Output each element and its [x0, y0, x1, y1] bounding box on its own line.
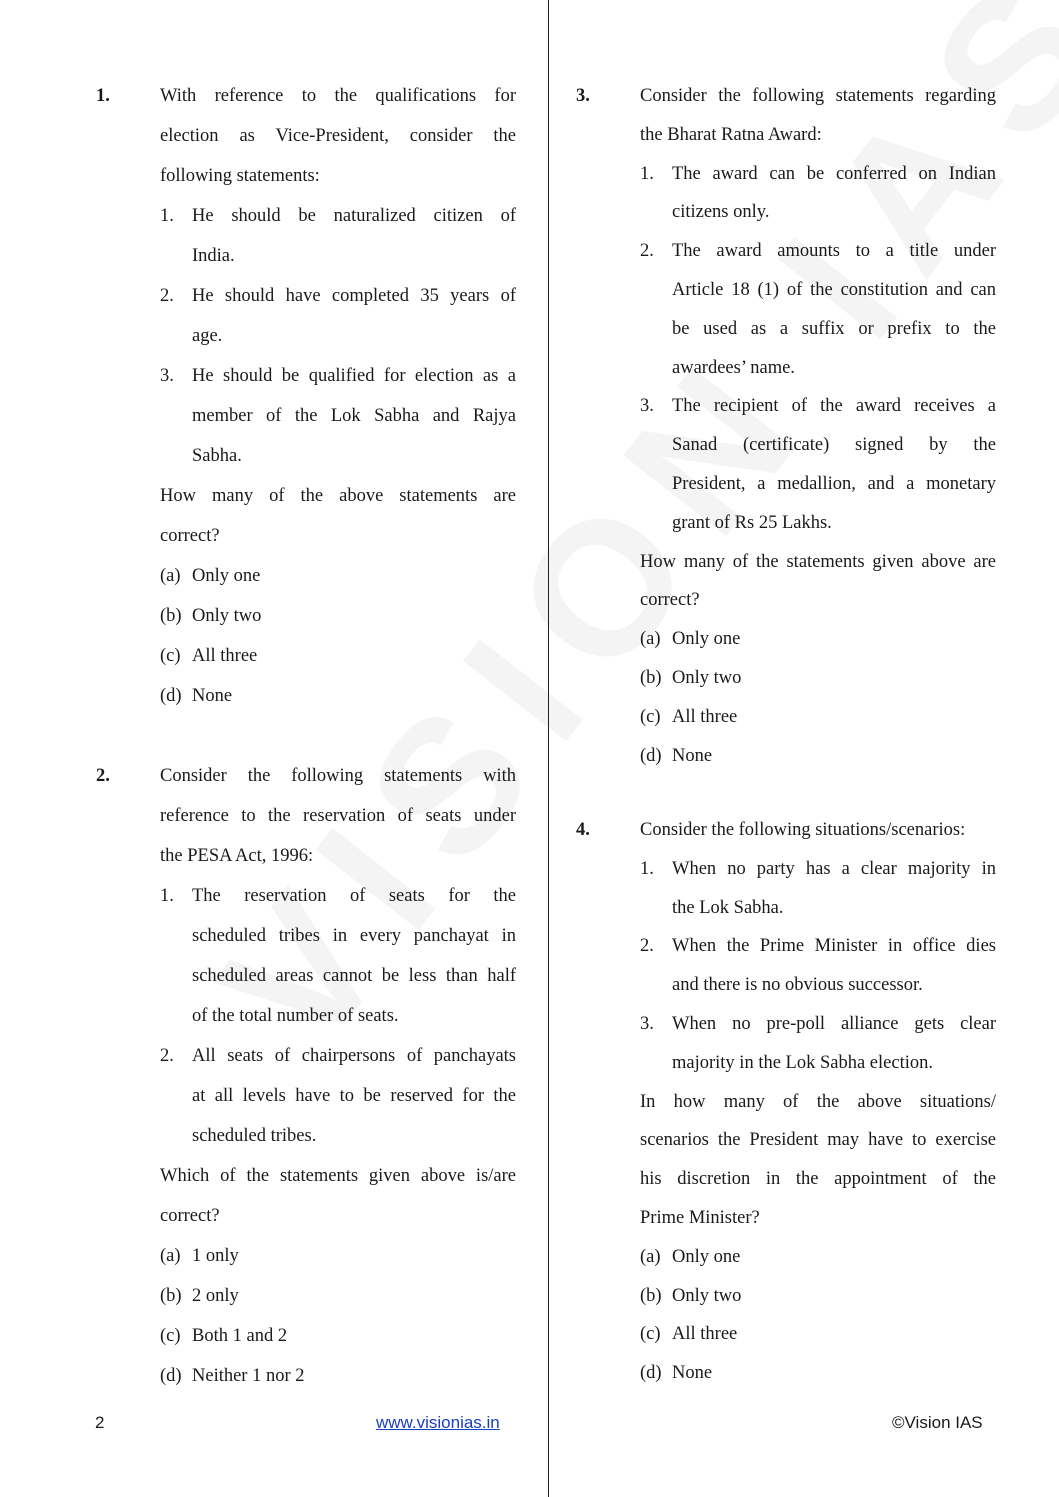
question-prompt-line: How many of the statements given above are — [640, 551, 996, 572]
statement-text-line: majority in the Lok Sabha election. — [672, 1052, 933, 1073]
option-text: All three — [672, 1324, 738, 1345]
option-text: Only one — [672, 1246, 741, 1267]
statement-text-line: scheduled areas cannot be less than half — [192, 966, 516, 986]
option-text: Only one — [192, 566, 261, 586]
question-prompt-line: Prime Minister? — [640, 1208, 760, 1228]
statement-text-line: Sabha. — [192, 446, 242, 466]
statement-number: 2. — [640, 241, 654, 262]
option-text: Both 1 and 2 — [192, 1326, 288, 1346]
statement-text-line: He should be qualified for election as a — [192, 366, 516, 386]
statement-number: 1. — [640, 858, 654, 879]
option-label: (b) — [160, 1286, 182, 1306]
question-prompt-line: In how many of the above situations/ — [640, 1091, 996, 1112]
question-stem-line: Consider the following situations/scenarios: — [640, 820, 966, 840]
statement-text-line: and there is no obvious successor. — [672, 975, 923, 996]
statement-text-line: When no pre-poll alliance gets clear — [672, 1014, 996, 1034]
statement-text-line: at all levels have to be reserved for the — [192, 1086, 516, 1106]
statement-number: 1. — [160, 206, 174, 226]
option-label: (d) — [160, 1366, 182, 1386]
question-stem-line: the PESA Act, 1996: — [160, 846, 314, 866]
option-text: 1 only — [192, 1246, 239, 1266]
option-text: Only two — [672, 668, 742, 688]
statement-text-line: grant of Rs 25 Lakhs. — [672, 512, 832, 533]
option-label: (a) — [160, 566, 181, 586]
statement-number: 3. — [640, 396, 654, 417]
statement-text-line: member of the Lok Sabha and Rajya — [192, 406, 516, 426]
statement-number: 2. — [640, 936, 654, 957]
option-text: 2 only — [192, 1286, 239, 1306]
question-prompt-line: correct? — [160, 1206, 220, 1226]
question-prompt-line: correct? — [160, 526, 220, 546]
option-label: (a) — [640, 629, 661, 650]
question-number: 2. — [96, 766, 110, 786]
question-stem-line: Consider the following statements with — [160, 766, 516, 786]
question-prompt-line: his discretion in the appointment of the — [640, 1169, 996, 1190]
statement-number: 3. — [160, 366, 174, 386]
statement-text-line: Article 18 (1) of the constitution and can — [672, 280, 996, 300]
statement-text-line: the Lok Sabha. — [672, 897, 784, 918]
statement-text-line: The award can be conferred on Indian — [672, 163, 996, 184]
question-stem-line: Consider the following statements regarding — [640, 86, 996, 106]
question-stem-line: following statements: — [160, 166, 320, 186]
statement-number: 2. — [160, 286, 174, 306]
statement-text-line: He should have completed 35 years of — [192, 286, 516, 306]
option-text: Only one — [672, 629, 741, 650]
option-text: All three — [672, 706, 738, 727]
option-text: Only two — [672, 1285, 742, 1306]
statement-text-line: President, a medallion, and a monetary — [672, 474, 996, 494]
question-number: 1. — [96, 86, 110, 106]
option-text: Only two — [192, 606, 262, 626]
statement-text-line: Sanad (certificate) signed by the — [672, 435, 996, 456]
question-prompt-line: How many of the above statements are — [160, 486, 516, 506]
footer-copyright: ©Vision IAS — [892, 1413, 983, 1432]
statement-text-line: The award amounts to a title under — [672, 241, 996, 262]
question-prompt-line: scenarios the President may have to exercise — [640, 1130, 996, 1151]
option-label: (b) — [640, 668, 662, 688]
statement-number: 1. — [160, 886, 174, 906]
option-label: (c) — [640, 1324, 661, 1345]
question-prompt-line: Which of the statements given above is/are — [160, 1166, 516, 1186]
option-label: (b) — [640, 1285, 662, 1306]
option-label: (d) — [640, 1363, 662, 1384]
option-text: All three — [192, 646, 258, 666]
option-text: None — [672, 1363, 713, 1384]
statement-text-line: When the Prime Minister in office dies — [672, 936, 996, 957]
statement-text-line: of the total number of seats. — [192, 1006, 399, 1026]
option-label: (d) — [160, 686, 182, 706]
statement-text-line: All seats of chairpersons of panchayats — [192, 1046, 516, 1066]
option-text: None — [192, 686, 233, 706]
column-divider — [548, 0, 549, 1497]
statement-text-line: He should be naturalized citizen of — [192, 206, 516, 226]
website-link[interactable]: www.visionias.in — [376, 1413, 500, 1432]
option-label: (a) — [160, 1246, 181, 1266]
question-prompt-line: correct? — [640, 590, 700, 611]
statement-text-line: awardees’ name. — [672, 357, 795, 378]
option-label: (c) — [640, 706, 661, 727]
question-number: 4. — [576, 820, 590, 840]
statement-text-line: age. — [192, 326, 223, 346]
option-label: (c) — [160, 646, 181, 666]
statement-text-line: scheduled tribes. — [192, 1126, 317, 1146]
statement-text-line: India. — [192, 246, 235, 266]
option-label: (a) — [640, 1246, 661, 1267]
question-stem-line: reference to the reservation of seats under — [160, 806, 516, 826]
statement-number: 2. — [160, 1046, 174, 1066]
statement-text-line: The recipient of the award receives a — [672, 396, 996, 417]
statement-text-line: citizens only. — [672, 202, 770, 223]
statement-text-line: scheduled tribes in every panchayat in — [192, 926, 516, 946]
question-stem-line: With reference to the qualifications for — [160, 86, 516, 106]
question-stem-line: election as Vice-President, consider the — [160, 126, 516, 146]
option-text: None — [672, 745, 713, 766]
statement-text-line: The reservation of seats for the — [192, 886, 516, 906]
question-stem-line: the Bharat Ratna Award: — [640, 124, 822, 145]
statement-text-line: When no party has a clear majority in — [672, 858, 996, 879]
question-number: 3. — [576, 86, 590, 106]
statement-text-line: be used as a suffix or prefix to the — [672, 318, 996, 339]
option-label: (d) — [640, 745, 662, 766]
statement-number: 1. — [640, 163, 654, 184]
footer-page-number: 2 — [95, 1413, 105, 1432]
option-text: Neither 1 nor 2 — [192, 1366, 305, 1386]
option-label: (b) — [160, 606, 182, 626]
statement-number: 3. — [640, 1014, 654, 1034]
footer-website-wrap — [376, 1413, 500, 1433]
option-label: (c) — [160, 1326, 181, 1346]
